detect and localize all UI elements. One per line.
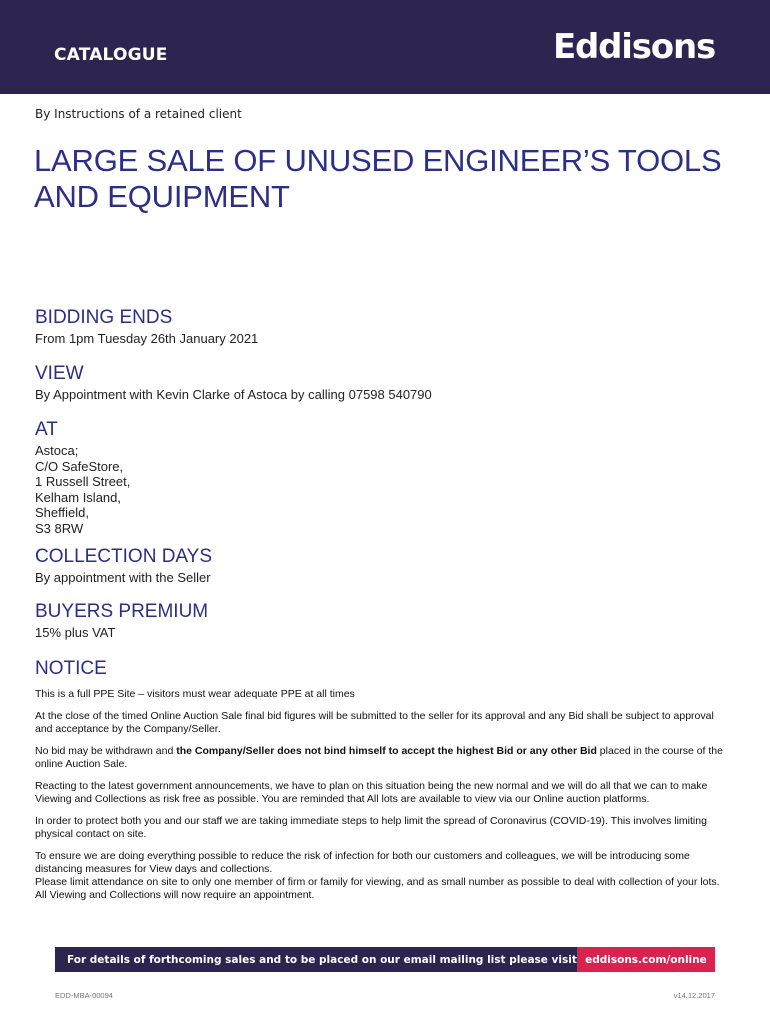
version-code: v14.12.2017 (673, 991, 715, 1000)
notice-text: Please limit attendance on site to only one member of firm or family for viewing, and as small number as possible to deal with collection of your lots. All Viewing and Collections will now require an appointment. (35, 876, 720, 901)
notice-bold-text: the Company/Seller does not bind himself to accept the highest Bid or any other Bid (176, 745, 597, 757)
notice-heading: NOTICE (35, 658, 107, 679)
section-notice (35, 658, 735, 902)
address-line: S3 8RW (35, 520, 84, 536)
notice-paragraph-covid: In order to protect both you and our staff we are taking immediate steps to help limit the spread of Coronavirus (COVID-19). This involves limiting physical contact on site. (35, 815, 707, 840)
banner-text: For details of forthcoming sales and to be placed on our email mailing list please visit (67, 953, 577, 966)
at-heading: AT (35, 419, 58, 440)
instructions-text: By Instructions of a retained client (35, 107, 242, 121)
address-line: 1 Russell Street, (35, 474, 131, 489)
notice-paragraph-ppe: This is a full PPE Site – visitors must wear adequate PPE at all times (35, 688, 355, 700)
eddisons-logo: Eddisons (553, 27, 715, 67)
notice-text: placed in the course of the online Auction Sale. (35, 745, 723, 770)
section-view (35, 363, 735, 403)
page-title: LARGE SALE OF UNUSED ENGINEER’S TOOLS AND EQUIPMENT (34, 143, 722, 214)
buyers-premium-heading: BUYERS PREMIUM (35, 601, 209, 622)
website-link[interactable]: eddisons.com/online (577, 947, 715, 972)
section-at (35, 419, 735, 536)
buyers-premium-text: 15% plus VAT (35, 625, 116, 640)
notice-paragraph-approval: At the close of the timed Online Auction Sale final bid figures will be submitted to the seller for its approval and any Bid shall be subject to approval and acceptance by the Company/Seller. (35, 710, 714, 735)
mailing-list-banner (55, 947, 715, 972)
address-line: Sheffield, (35, 505, 89, 520)
notice-paragraph-government: Reacting to the latest government announcements, we have to plan on this situation being the new normal and we will do all that we can to make Viewing and Collections as risk free as possible. You are reminded that All lots are available to view via our Online auction platforms. (35, 780, 708, 805)
notice-text: No bid may be withdrawn and (35, 745, 177, 757)
address-line: Kelham Island, (35, 489, 121, 505)
address-line: C/O SafeStore, (35, 458, 124, 474)
address-block (35, 443, 735, 536)
view-heading: VIEW (35, 363, 84, 384)
bidding-ends-heading: BIDDING ENDS (35, 307, 173, 328)
bidding-ends-text: From 1pm Tuesday 26th January 2021 (35, 331, 259, 346)
document-code: EDD-MBA-00094 (55, 991, 113, 1000)
section-collection-days (35, 546, 735, 586)
collection-days-text: By appointment with the Seller (35, 570, 211, 585)
section-buyers-premium (35, 601, 735, 641)
notice-text: To ensure we are doing everything possible to reduce the risk of infection for both our customers and colleagues, we will be introducing some distancing measures for View days and collections. (35, 850, 690, 875)
section-bidding-ends (35, 307, 735, 347)
notice-paragraph-distancing (35, 850, 725, 902)
header-bar (0, 0, 770, 94)
view-text: By Appointment with Kevin Clarke of Astoca by calling 07598 540790 (35, 387, 432, 402)
collection-days-heading: COLLECTION DAYS (35, 546, 213, 567)
notice-paragraph-withdrawal (35, 745, 725, 771)
address-line: Astoca; (35, 443, 79, 458)
catalogue-label: CATALOGUE (54, 45, 168, 65)
